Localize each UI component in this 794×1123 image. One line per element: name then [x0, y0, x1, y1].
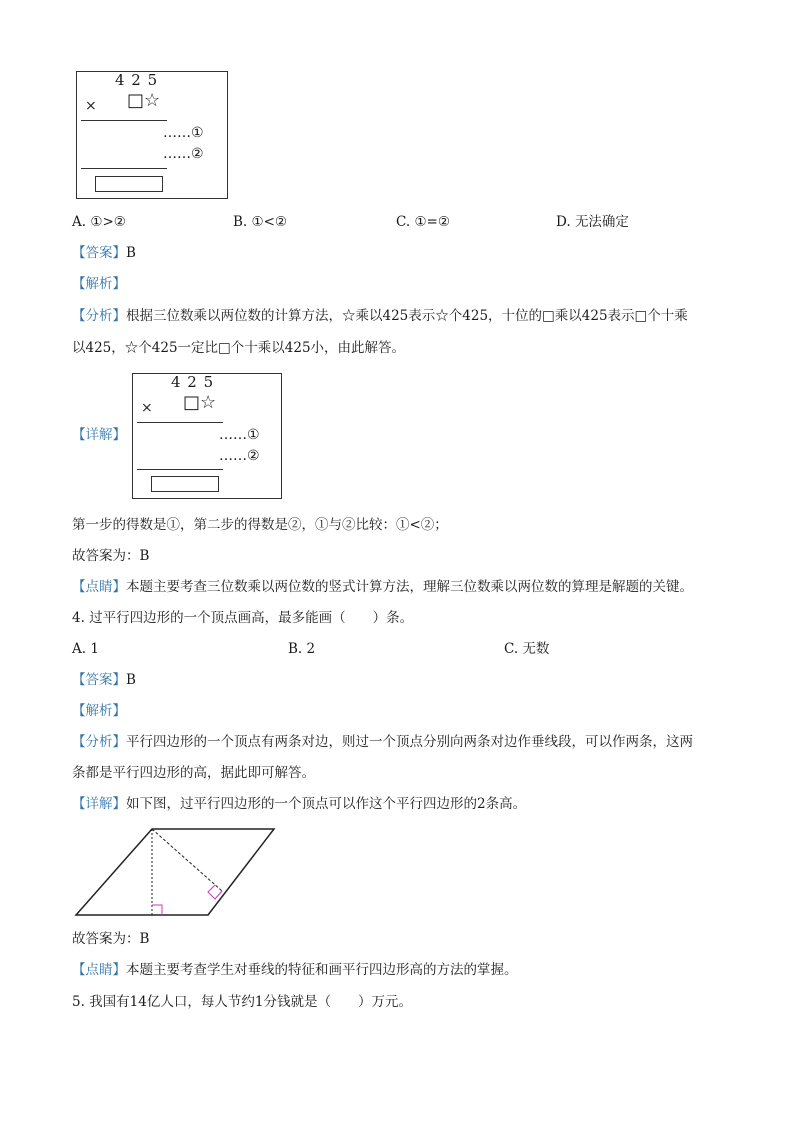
box-star-digits: □☆ [127, 90, 161, 111]
result-box [95, 176, 163, 192]
rule-line [81, 168, 167, 169]
conclusion: 故答案为：B [72, 548, 150, 564]
fenxi-line-2: 以425，☆个425一定比□个十乘以425小，由此解答。 [72, 340, 406, 356]
option-a: A. ①>② [72, 214, 126, 230]
step-explanation: 第一步的得数是①，第二步的得数是②，①与②比较：①<②； [72, 517, 448, 533]
option-d: D. 无法确定 [556, 214, 629, 230]
xiangjie-heading: 【详解】 [72, 427, 126, 443]
multiplication-figure-1 [76, 71, 228, 199]
option-b: B. 2 [288, 641, 316, 657]
dianjing-line: 【点睛】本题主要考查三位数乘以两位数的竖式计算方法，理解三位数乘以两位数的算理是解题的关键。 [72, 579, 693, 595]
times-sign: × [85, 98, 97, 114]
parallelogram-shape [76, 829, 274, 915]
question-5: 5. 我国有14亿人口，每人节约1分钱就是（ ）万元。 [72, 994, 412, 1010]
multiplicand-digits: 4 2 5 [171, 373, 215, 391]
fenxi-line-1: 【分析】根据三位数乘以两位数的计算方法，☆乘以425表示☆个425，十位的□乘以425表示□个十乘 [72, 308, 688, 324]
multiplication-figure-2 [132, 373, 282, 499]
step-mark-2: ……② [163, 146, 204, 162]
fenxi-line-2: 条都是平行四边形的高，据此即可解答。 [72, 765, 315, 781]
step-mark-2: ……② [219, 448, 260, 464]
answer-line: 【答案】B [72, 672, 136, 688]
result-box [151, 476, 219, 492]
height-line-slanted [152, 829, 222, 891]
rule-line [137, 422, 223, 423]
question-4: 4. 过平行四边形的一个顶点画高，最多能画（ ）条。 [72, 610, 414, 626]
rule-line [137, 469, 223, 470]
box-star-digits: □☆ [183, 392, 217, 413]
right-angle-mark [208, 885, 222, 899]
right-angle-mark [152, 905, 162, 915]
dianjing-line: 【点睛】本题主要考查学生对垂线的特征和画平行四边形高的方法的掌握。 [72, 962, 518, 978]
rule-line [81, 120, 167, 121]
fenxi-line-1: 【分析】平行四边形的一个顶点有两条对边，则过一个顶点分别向两条对边作垂线段，可以作两条，这两 [72, 734, 693, 750]
step-mark-1: ……① [163, 125, 204, 141]
option-b: B. ①<② [233, 214, 288, 230]
analysis-heading: 【解析】 [72, 703, 126, 719]
option-c: C. 无数 [504, 641, 550, 657]
option-c: C. ①=② [396, 214, 450, 230]
answer-line: 【答案】B [72, 245, 136, 261]
analysis-heading: 【解析】 [72, 276, 126, 292]
option-a: A. 1 [72, 641, 99, 657]
step-mark-1: ……① [219, 427, 260, 443]
multiplicand-digits: 4 2 5 [115, 71, 159, 89]
conclusion: 故答案为：B [72, 931, 150, 947]
times-sign: × [141, 400, 153, 416]
parallelogram-figure [70, 823, 280, 919]
xiangjie-line: 【详解】如下图，过平行四边形的一个顶点可以作这个平行四边形的2条高。 [72, 796, 527, 812]
